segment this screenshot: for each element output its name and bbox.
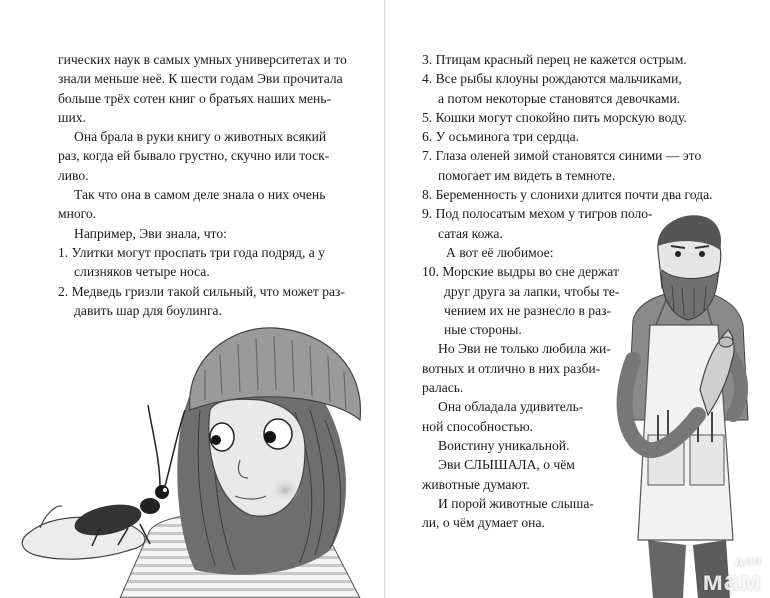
fact-text: Улитки могут проспать три года подряд, а у bbox=[71, 244, 325, 260]
right-page bbox=[386, 0, 770, 598]
paragraph-line: Она обладала удивитель- bbox=[438, 399, 584, 415]
fact-number: 9. bbox=[422, 206, 433, 222]
paragraph-line: Она брала в руки книгу о животных всякий bbox=[74, 129, 327, 145]
fact-text: Морские выдры во сне держат bbox=[442, 264, 619, 280]
left-page bbox=[0, 0, 384, 598]
fact-text: Медведь гризли такой сильный, что может раз- bbox=[71, 283, 345, 299]
text-line: вотных и отлично в них разби- bbox=[422, 360, 601, 376]
fact-continuation: а потом некоторые становятся девочками. bbox=[438, 90, 681, 106]
paragraph-line: Эви СЛЫШАЛА, о чём bbox=[438, 457, 575, 473]
fact-item bbox=[58, 282, 348, 301]
paragraph-line: Но Эви не только любила жи- bbox=[438, 341, 611, 357]
fact-number: 1. bbox=[58, 244, 69, 260]
fact-item bbox=[422, 108, 722, 127]
text-line: много. bbox=[58, 206, 97, 222]
text-line: больше трёх сотен книг о братьях наших мень- bbox=[58, 90, 332, 106]
fact-item bbox=[422, 185, 722, 204]
watermark-line2: мам bbox=[702, 565, 762, 596]
fact-item bbox=[422, 50, 722, 69]
fact-text: Под полосатым мехом у тигров поло- bbox=[435, 206, 653, 222]
bearded-man-illustration bbox=[608, 210, 770, 598]
fact-continuation: чением их не разнесло в раз- bbox=[444, 302, 612, 318]
text-line: ралась. bbox=[422, 380, 464, 396]
fact-text: Птицам красный перец не кажется острым. bbox=[435, 52, 687, 67]
watermark-line1: для bbox=[734, 553, 762, 568]
fact-item bbox=[422, 69, 722, 88]
fact-number: 8. bbox=[422, 187, 433, 203]
girl-with-beetle-illustration bbox=[0, 300, 384, 598]
fact-text: Беременность у слонихи длится почти два года. bbox=[435, 187, 713, 203]
paragraph-line: Например, Эви знала, что: bbox=[74, 225, 227, 241]
fact-continuation: слизняков четыре носа. bbox=[74, 264, 210, 280]
fact-number: 5. bbox=[422, 109, 433, 125]
text-line: ших. bbox=[58, 109, 86, 125]
fact-number: 3. bbox=[422, 52, 433, 67]
fact-text: Глаза оленей зимой становятся синими — это bbox=[435, 148, 702, 164]
fact-number: 6. bbox=[422, 129, 433, 145]
fact-number: 7. bbox=[422, 148, 433, 164]
fact-number: 10. bbox=[422, 264, 439, 280]
fact-continuation: друг друга за лапки, чтобы те- bbox=[444, 283, 620, 299]
fact-continuation: ные стороны. bbox=[444, 322, 522, 338]
fact-text: У осьминога три сердца. bbox=[435, 129, 580, 145]
fact-text: Все рыбы клоуны рождаются мальчиками, bbox=[435, 71, 682, 87]
paragraph-line: Так что она в самом деле знала о них очень bbox=[74, 187, 326, 203]
text-line: раз, когда ей бывало грустно, скучно или тоск- bbox=[58, 148, 330, 164]
favourite-intro: А вот её любимое: bbox=[446, 244, 554, 260]
text-line: ливо. bbox=[58, 167, 89, 183]
fact-number: 4. bbox=[422, 71, 433, 87]
fact-text: Кошки могут спокойно пить морскую воду. bbox=[435, 109, 687, 125]
fact-continuation: сатая кожа. bbox=[438, 225, 503, 241]
left-page-text bbox=[58, 50, 348, 320]
text-line: знали меньше неё. К шести годам Эви прочитала bbox=[58, 71, 343, 87]
fact-number: 2. bbox=[58, 283, 69, 299]
watermark-logo bbox=[702, 553, 762, 594]
fact-item bbox=[58, 243, 348, 262]
text-line: гических наук в самых умных университетах и то bbox=[58, 52, 347, 67]
paragraph-line: Воистину уникальной. bbox=[438, 437, 570, 453]
text-line: ной способностью. bbox=[422, 418, 534, 434]
fact-continuation: помогает им видеть в темноте. bbox=[438, 167, 616, 183]
paragraph-line: И порой животные слыша- bbox=[438, 495, 594, 511]
fact-item bbox=[422, 146, 722, 165]
text-line: животные думают. bbox=[422, 476, 530, 492]
fact-item bbox=[422, 127, 722, 146]
text-line: ли, о чём думает она. bbox=[422, 515, 545, 531]
fact-continuation: давить шар для боулинга. bbox=[74, 302, 222, 318]
